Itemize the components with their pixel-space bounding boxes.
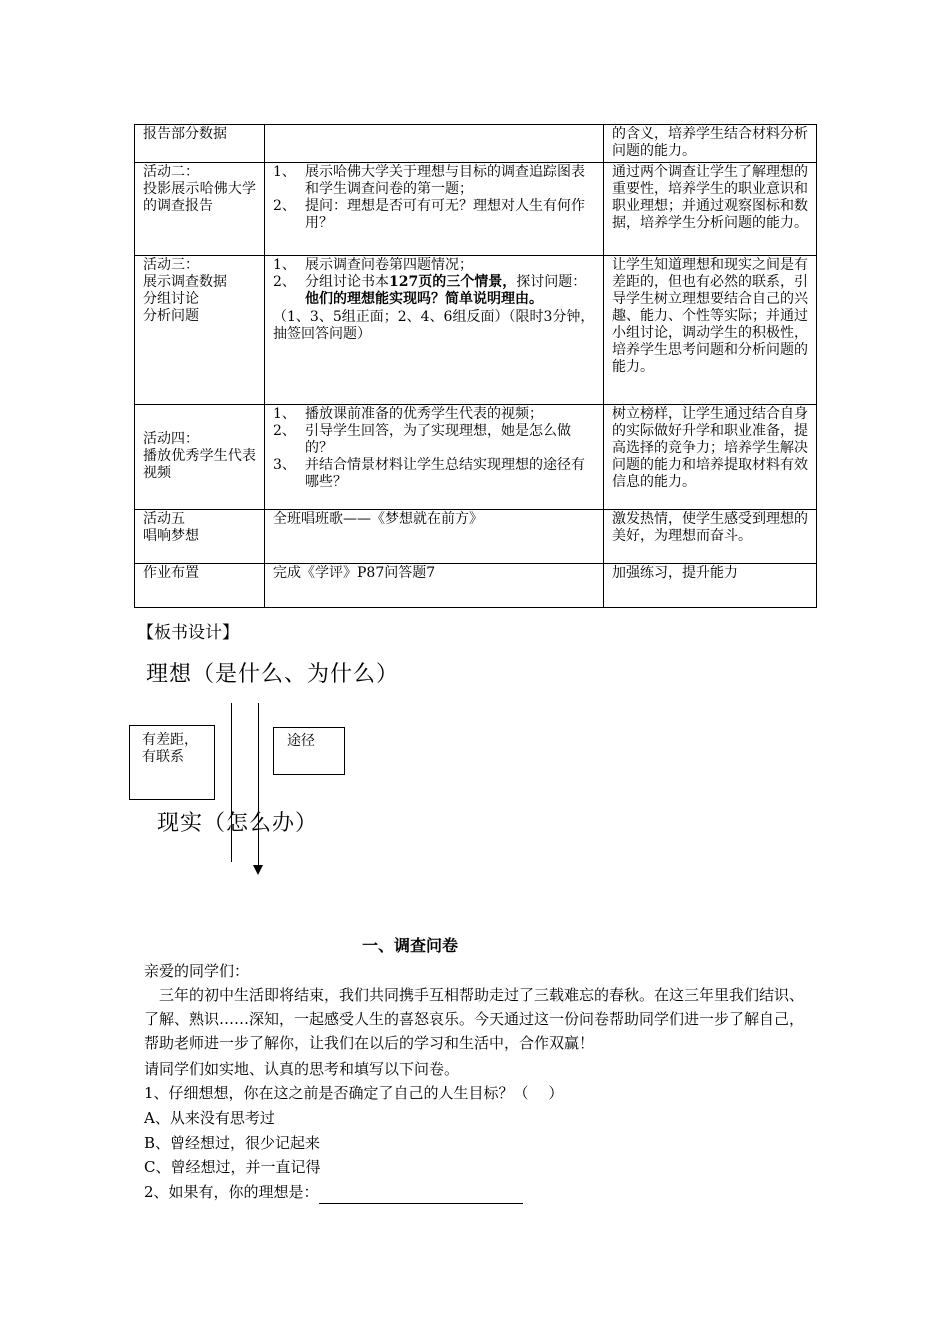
list-item: [273, 198, 595, 232]
content-cell: 完成《学评》P87问答题7: [265, 564, 604, 608]
question-text: 2、如果有，你的理想是：: [144, 1183, 319, 1201]
list-number: 1、: [273, 164, 296, 180]
survey-option-a: A、从来没有思考过: [144, 1109, 275, 1127]
survey-intro: 三年的初中生活即将结束，我们共同携手互相帮助走过了三载难忘的春秋。在这三年里我们结识、了解、熟识……深知，一起感受人生的喜怒哀乐。今天通过这一份问卷帮助同学们进一步了解自己，帮助老师进一步了解你，让我们在以后的学习和生活中，合作双赢！: [144, 986, 805, 1052]
board-box-path: [273, 727, 345, 775]
box-line: 有差距，: [142, 732, 198, 748]
goal-cell: 的含义，培养学生结合材料分析问题的能力。: [604, 125, 817, 163]
text-bold: 127页的三个情景，: [389, 274, 517, 290]
list-text: 提问：理想是否可有可无？理想对人生有何作用？: [305, 198, 585, 231]
text-plain: 分组讨论书本: [305, 274, 389, 290]
survey-question-1: 1、仔细想想，你在这之前是否确定了自己的人生目标？（ ）: [144, 1084, 564, 1102]
activity-cell: [135, 125, 265, 163]
activity-line: 活动四：: [143, 431, 199, 447]
activity-line: 展示调查数据: [143, 274, 227, 290]
list-item: [273, 406, 595, 423]
table-row: [135, 564, 817, 608]
table-row: [135, 510, 817, 564]
goal-cell: 加强练习，提升能力: [604, 564, 817, 608]
goal-cell: 树立榜样，让学生通过结合自身的实际做好升学和职业准备，提高选择的竞争力；培养学生解决问题的能力和培养提取材料有效信息的能力。: [604, 405, 817, 510]
activity-line: 唱响梦想: [143, 528, 199, 544]
content-cell: [265, 405, 604, 510]
survey-greeting: 亲爱的同学们：: [144, 962, 250, 980]
survey-question-2: [144, 1180, 523, 1204]
board-box-gap: [129, 725, 215, 800]
goal-cell: 激发热情，使学生感受到理想的美好，为理想而奋斗。: [604, 510, 817, 564]
list-text: 引导学生回答，为了实现理想，她是怎么做的？: [305, 423, 571, 456]
survey-option-c: C、曾经想过，并一直记得: [144, 1158, 321, 1176]
list-number: 2、: [273, 274, 296, 290]
lesson-plan-table: [134, 124, 817, 608]
content-cell: [265, 125, 604, 163]
board-vertical-line: [231, 703, 232, 862]
activity-line: 活动五: [143, 511, 185, 527]
list-item: [273, 257, 595, 274]
goal-cell: 让学生知道理想和现实之间是有差距的，但也有必然的联系，引导学生树立理想要结合自己的兴趣、能力、个性等实际；并通过小组讨论，调动学生的积极性，培养学生思考问题和分析问题的能力。: [604, 256, 817, 405]
content-cell: 全班唱班歌——《梦想就在前方》: [265, 510, 604, 564]
list-number: 2、: [273, 423, 296, 439]
list-number: 3、: [273, 457, 296, 473]
box-line: 途径: [287, 733, 315, 749]
activity-line: 活动二：: [143, 164, 199, 180]
list-number: 1、: [273, 406, 296, 422]
activity-cell: [135, 163, 265, 256]
survey-title: 一、调查问卷: [362, 936, 459, 955]
list-number: 2、: [273, 198, 296, 214]
activity-line: 分组讨论: [143, 291, 199, 307]
list-text: [305, 274, 595, 308]
activity-line: 活动三：: [143, 257, 199, 273]
activity-line: 投影展示哈佛大学的调查报告: [143, 181, 256, 214]
survey-request: 请同学们如实地、认真的思考和填写以下问卷。: [144, 1060, 460, 1078]
list-text: 播放课前准备的优秀学生代表的视频；: [305, 406, 543, 422]
table-row: [135, 125, 817, 163]
table-row: [135, 405, 817, 510]
activity-cell: [135, 405, 265, 510]
board-reality-text: 现实（怎么办）: [157, 811, 319, 836]
content-cell: [265, 163, 604, 256]
list-item: [273, 423, 595, 457]
activity-cell: [135, 564, 265, 608]
content-cell: [265, 256, 604, 405]
goal-cell: 通过两个调查让学生了解理想的重要性，培养学生的职业意识和职业理想；并通过观察图标和数据，培养学生分析问题的能力。: [604, 163, 817, 256]
board-design-title: 【板书设计】: [137, 623, 239, 643]
arrow-down-icon: [253, 865, 263, 875]
list-item: [273, 274, 595, 308]
board-ideal-text: 理想（是什么、为什么）: [146, 662, 400, 687]
activity-line: 报告部分数据: [143, 126, 227, 142]
activity-cell: [135, 256, 265, 405]
list-item: [273, 164, 595, 198]
survey-option-b: B、曾经想过，很少记起来: [144, 1134, 321, 1152]
group-note: （1、3、5组正面；2、4、6组反面）（限时3分钟，抽签回答问题）: [273, 309, 595, 342]
table-row: [135, 256, 817, 405]
activity-line: 分析问题: [143, 308, 199, 324]
text-plain: 探讨问题：: [516, 274, 587, 290]
activity-line: 作业布置: [143, 565, 199, 581]
activity-cell: [135, 510, 265, 564]
board-arrow-line: [258, 703, 259, 866]
list-number: 1、: [273, 257, 296, 273]
answer-blank-field[interactable]: [319, 1187, 523, 1204]
text-bold: 他们的理想能实现吗？简单说明理由。: [305, 291, 543, 307]
list-text: 展示哈佛大学关于理想与目标的调查追踪图表和学生调查问卷的第一题；: [305, 164, 585, 197]
activity-line: 播放优秀学生代表视频: [143, 448, 256, 481]
table-row: [135, 163, 817, 256]
list-text: 并结合情景材料让学生总结实现理想的途径有哪些？: [305, 457, 585, 490]
list-item: [273, 457, 595, 491]
list-text: 展示调查问卷第四题情况；: [305, 257, 473, 273]
box-line: 有联系: [142, 749, 184, 765]
